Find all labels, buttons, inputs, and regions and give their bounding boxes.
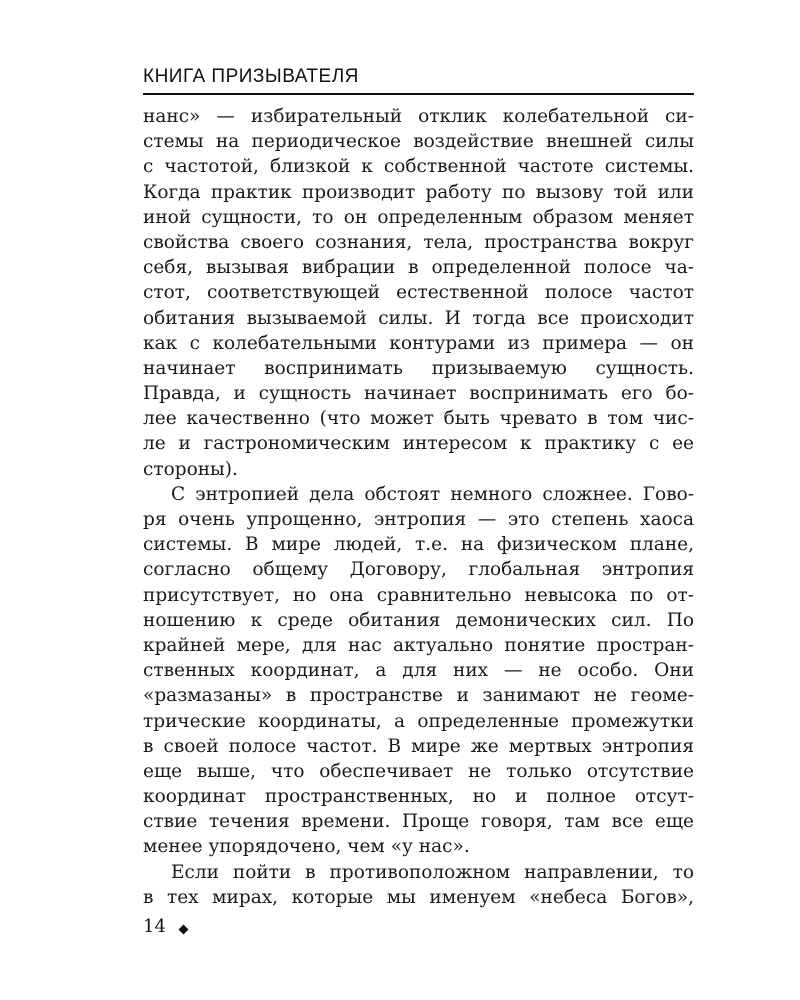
text-line: ношению к среде обитания демонических сил. По: [143, 609, 694, 631]
text-line: ле и гастрономическим интересом к практику с ее: [143, 433, 694, 455]
text-line: иной сущности, то он определенным образом меняет: [143, 206, 694, 228]
page-number: 14: [143, 916, 166, 937]
text-line: присутствует, но она сравнительно невысока по от-: [143, 584, 694, 606]
text-line: С энтропией дела обстоят немного сложнее. Гово-: [171, 483, 694, 505]
diamond-ornament-icon: [179, 925, 189, 935]
text-line: нанс» — избирательный отклик колебательной си-: [143, 106, 694, 127]
header-rule: [143, 93, 694, 95]
text-line: свойства своего сознания, тела, пространства вокруг: [143, 231, 694, 253]
text-line: «размазаны» в пространстве и занимают не геоме-: [143, 685, 694, 707]
text-line: Правда, и сущность начинает воспринимать его бо-: [143, 383, 694, 405]
text-line: лее качественно (что может быть чревато в том чис-: [143, 408, 694, 430]
text-line: координат пространственных, но и полное отсут-: [143, 786, 694, 808]
running-header-title: КНИГА ПРИЗЫВАТЕЛЯ: [143, 66, 359, 87]
text-line: стот, соответствующей естественной полосе частот: [143, 282, 694, 304]
text-line: трические координаты, а определенные промежутки: [143, 710, 694, 732]
text-line: ствие течения времени. Проще говоря, там все еще: [143, 811, 694, 833]
text-line: с частотой, близкой к собственной частоте системы.: [143, 156, 694, 178]
text-line: Когда практик производит работу по вызову той или: [143, 181, 694, 203]
body-text: [143, 104, 694, 910]
running-header: [143, 66, 694, 92]
text-line: стороны).: [143, 458, 238, 480]
text-line: еще выше, что обеспечивает не только отсутствие: [143, 760, 694, 782]
text-line: в своей полосе частот. В мире же мертвых энтропия: [143, 735, 694, 757]
text-line: согласно общему Договору, глобальная энтропия: [143, 559, 694, 581]
text-line: как с колебательными контурами из примера — он: [143, 332, 694, 354]
text-line: Если пойти в противоположном направлении, то: [171, 861, 694, 883]
text-line: системы. В мире людей, т.е. на физическом плане,: [143, 534, 694, 556]
text-line: в тех мирах, которые мы именуем «небеса Богов»,: [143, 886, 694, 908]
text-line: стемы на периодическое воздействие внешней силы: [143, 131, 694, 153]
text-line: крайней мере, для нас актуально понятие простран-: [143, 634, 694, 656]
text-line: начинает воспринимать призываемую сущность.: [143, 357, 694, 379]
text-line: ственных координат, а для них — не особо. Они: [143, 660, 694, 682]
text-line: ря очень упрощенно, энтропия — это степень хаоса: [143, 509, 694, 530]
text-line: обитания вызываемой силы. И тогда все происходит: [143, 307, 694, 329]
text-line: менее упорядочено, чем «у нас».: [143, 836, 470, 858]
text-line: себя, вызывая вибрации в определенной полосе ча-: [143, 257, 694, 279]
